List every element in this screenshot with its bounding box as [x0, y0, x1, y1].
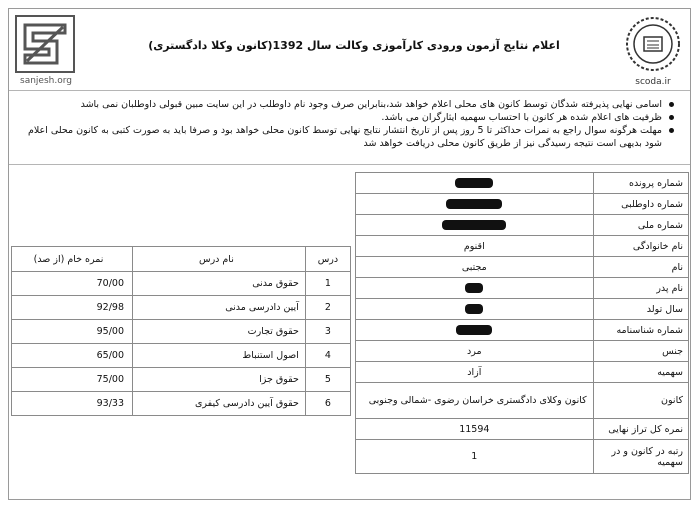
course-score: 93/33 [12, 392, 133, 416]
column-header: نام درس [133, 247, 306, 272]
course-number: 4 [305, 344, 350, 368]
sanjesh-logo-mark [15, 15, 75, 73]
info-value-redacted [356, 173, 594, 194]
info-value-redacted [356, 194, 594, 215]
candidate-info-table [355, 172, 689, 474]
bullet-icon [669, 128, 674, 133]
info-label: جنس [593, 341, 688, 362]
redaction-mark [455, 178, 493, 188]
info-label: شماره داوطلبی [593, 194, 688, 215]
scoda-logo-caption: scoda.ir [635, 77, 671, 87]
course-name: آیین دادرسی مدنی [133, 296, 306, 320]
info-value-redacted [356, 215, 594, 236]
info-label: سهمیه [593, 362, 688, 383]
info-label: شماره پرونده [593, 173, 688, 194]
table-row [12, 272, 351, 296]
info-value-redacted [356, 320, 594, 341]
info-value: آزاد [356, 362, 594, 383]
course-number: 6 [305, 392, 350, 416]
column-header: درس [305, 247, 350, 272]
info-row [356, 299, 689, 320]
info-label: رتبه در کانون و در سهمیه [593, 440, 688, 474]
course-name: حقوق آیین دادرسی کیفری [133, 392, 306, 416]
bullet-icon [669, 115, 674, 120]
sanjesh-logo-caption: sanjesh.org [20, 76, 72, 86]
info-row [356, 320, 689, 341]
info-label: شماره ملی [593, 215, 688, 236]
sanjesh-logo [15, 15, 77, 86]
course-score: 92/98 [12, 296, 133, 320]
table-row [12, 368, 351, 392]
note-item: مهلت هرگونه سوال راجع به نمرات حداکثر تا 5 روز پس از تاریخ انتشار نتایج نهایی توسط کانون محلی خواهد بود و صرفا باید به صورت کتبی به کانون محلی اعلام شود بدیهی است نتیجه رسیدگی نیز از طریق کانون محلی دریافت خواهد شد [26, 124, 676, 150]
course-name: حقوق مدنی [133, 272, 306, 296]
info-label: نام پدر [593, 278, 688, 299]
info-value: مرد [356, 341, 594, 362]
course-score: 75/00 [12, 368, 133, 392]
redaction-mark [456, 325, 492, 335]
info-value-redacted [356, 278, 594, 299]
info-label: نام خانوادگی [593, 236, 688, 257]
info-label: سال تولد [593, 299, 688, 320]
info-row [356, 440, 689, 474]
info-label: نام [593, 257, 688, 278]
info-row [356, 278, 689, 299]
course-score: 95/00 [12, 320, 133, 344]
redaction-mark [465, 283, 483, 293]
info-value: مجتبی [356, 257, 594, 278]
info-row [356, 383, 689, 419]
bullet-icon [669, 102, 674, 107]
info-value: کانون وکلای دادگستری خراسان رضوی -شمالی وجنوبی [356, 383, 594, 419]
notes-section [9, 92, 690, 165]
course-name: حقوق تجارت [133, 320, 306, 344]
info-value: 11594 [356, 419, 594, 440]
info-row [356, 362, 689, 383]
info-row [356, 257, 689, 278]
info-row [356, 341, 689, 362]
redaction-mark [446, 199, 502, 209]
table-row [12, 296, 351, 320]
table-row [12, 344, 351, 368]
info-row [356, 215, 689, 236]
table-row [12, 392, 351, 416]
info-value: اقنوم [356, 236, 594, 257]
course-name: اصول استنباط [133, 344, 306, 368]
grades-header-row [12, 247, 351, 272]
course-number: 1 [305, 272, 350, 296]
info-row [356, 419, 689, 440]
info-value-redacted [356, 299, 594, 320]
note-item: اسامی نهایی پذیرفته شدگان توسط کانون های محلی اعلام خواهد شد،بنابراین صرف وجود نام داوطلب در این سایت مبین قبولی داوطلبان نمی باشد [26, 98, 676, 111]
course-score: 70/00 [12, 272, 133, 296]
course-name: حقوق جزا [133, 368, 306, 392]
table-row [12, 320, 351, 344]
info-row [356, 236, 689, 257]
info-value: 1 [356, 440, 594, 474]
header [9, 9, 690, 91]
info-label: نمره کل تراز نهایی [593, 419, 688, 440]
course-number: 3 [305, 320, 350, 344]
page-title: اعلام نتایج آزمون ورودی کارآموزی وکالت سال 1392(کانون وکلا دادگستری) [148, 39, 560, 52]
redaction-mark [465, 304, 483, 314]
scoda-logo [622, 15, 684, 85]
course-score: 65/00 [12, 344, 133, 368]
course-number: 5 [305, 368, 350, 392]
grades-table [11, 246, 351, 416]
scoda-emblem-icon [622, 15, 684, 75]
info-row [356, 173, 689, 194]
info-row [356, 194, 689, 215]
course-number: 2 [305, 296, 350, 320]
info-label: شماره شناسنامه [593, 320, 688, 341]
redaction-mark [442, 220, 506, 230]
column-header: نمره خام (از صد) [12, 247, 133, 272]
info-label: کانون [593, 383, 688, 419]
note-item: ظرفیت های اعلام شده هر کانون با احتساب سهمیه ایثارگران می باشد. [26, 111, 676, 124]
